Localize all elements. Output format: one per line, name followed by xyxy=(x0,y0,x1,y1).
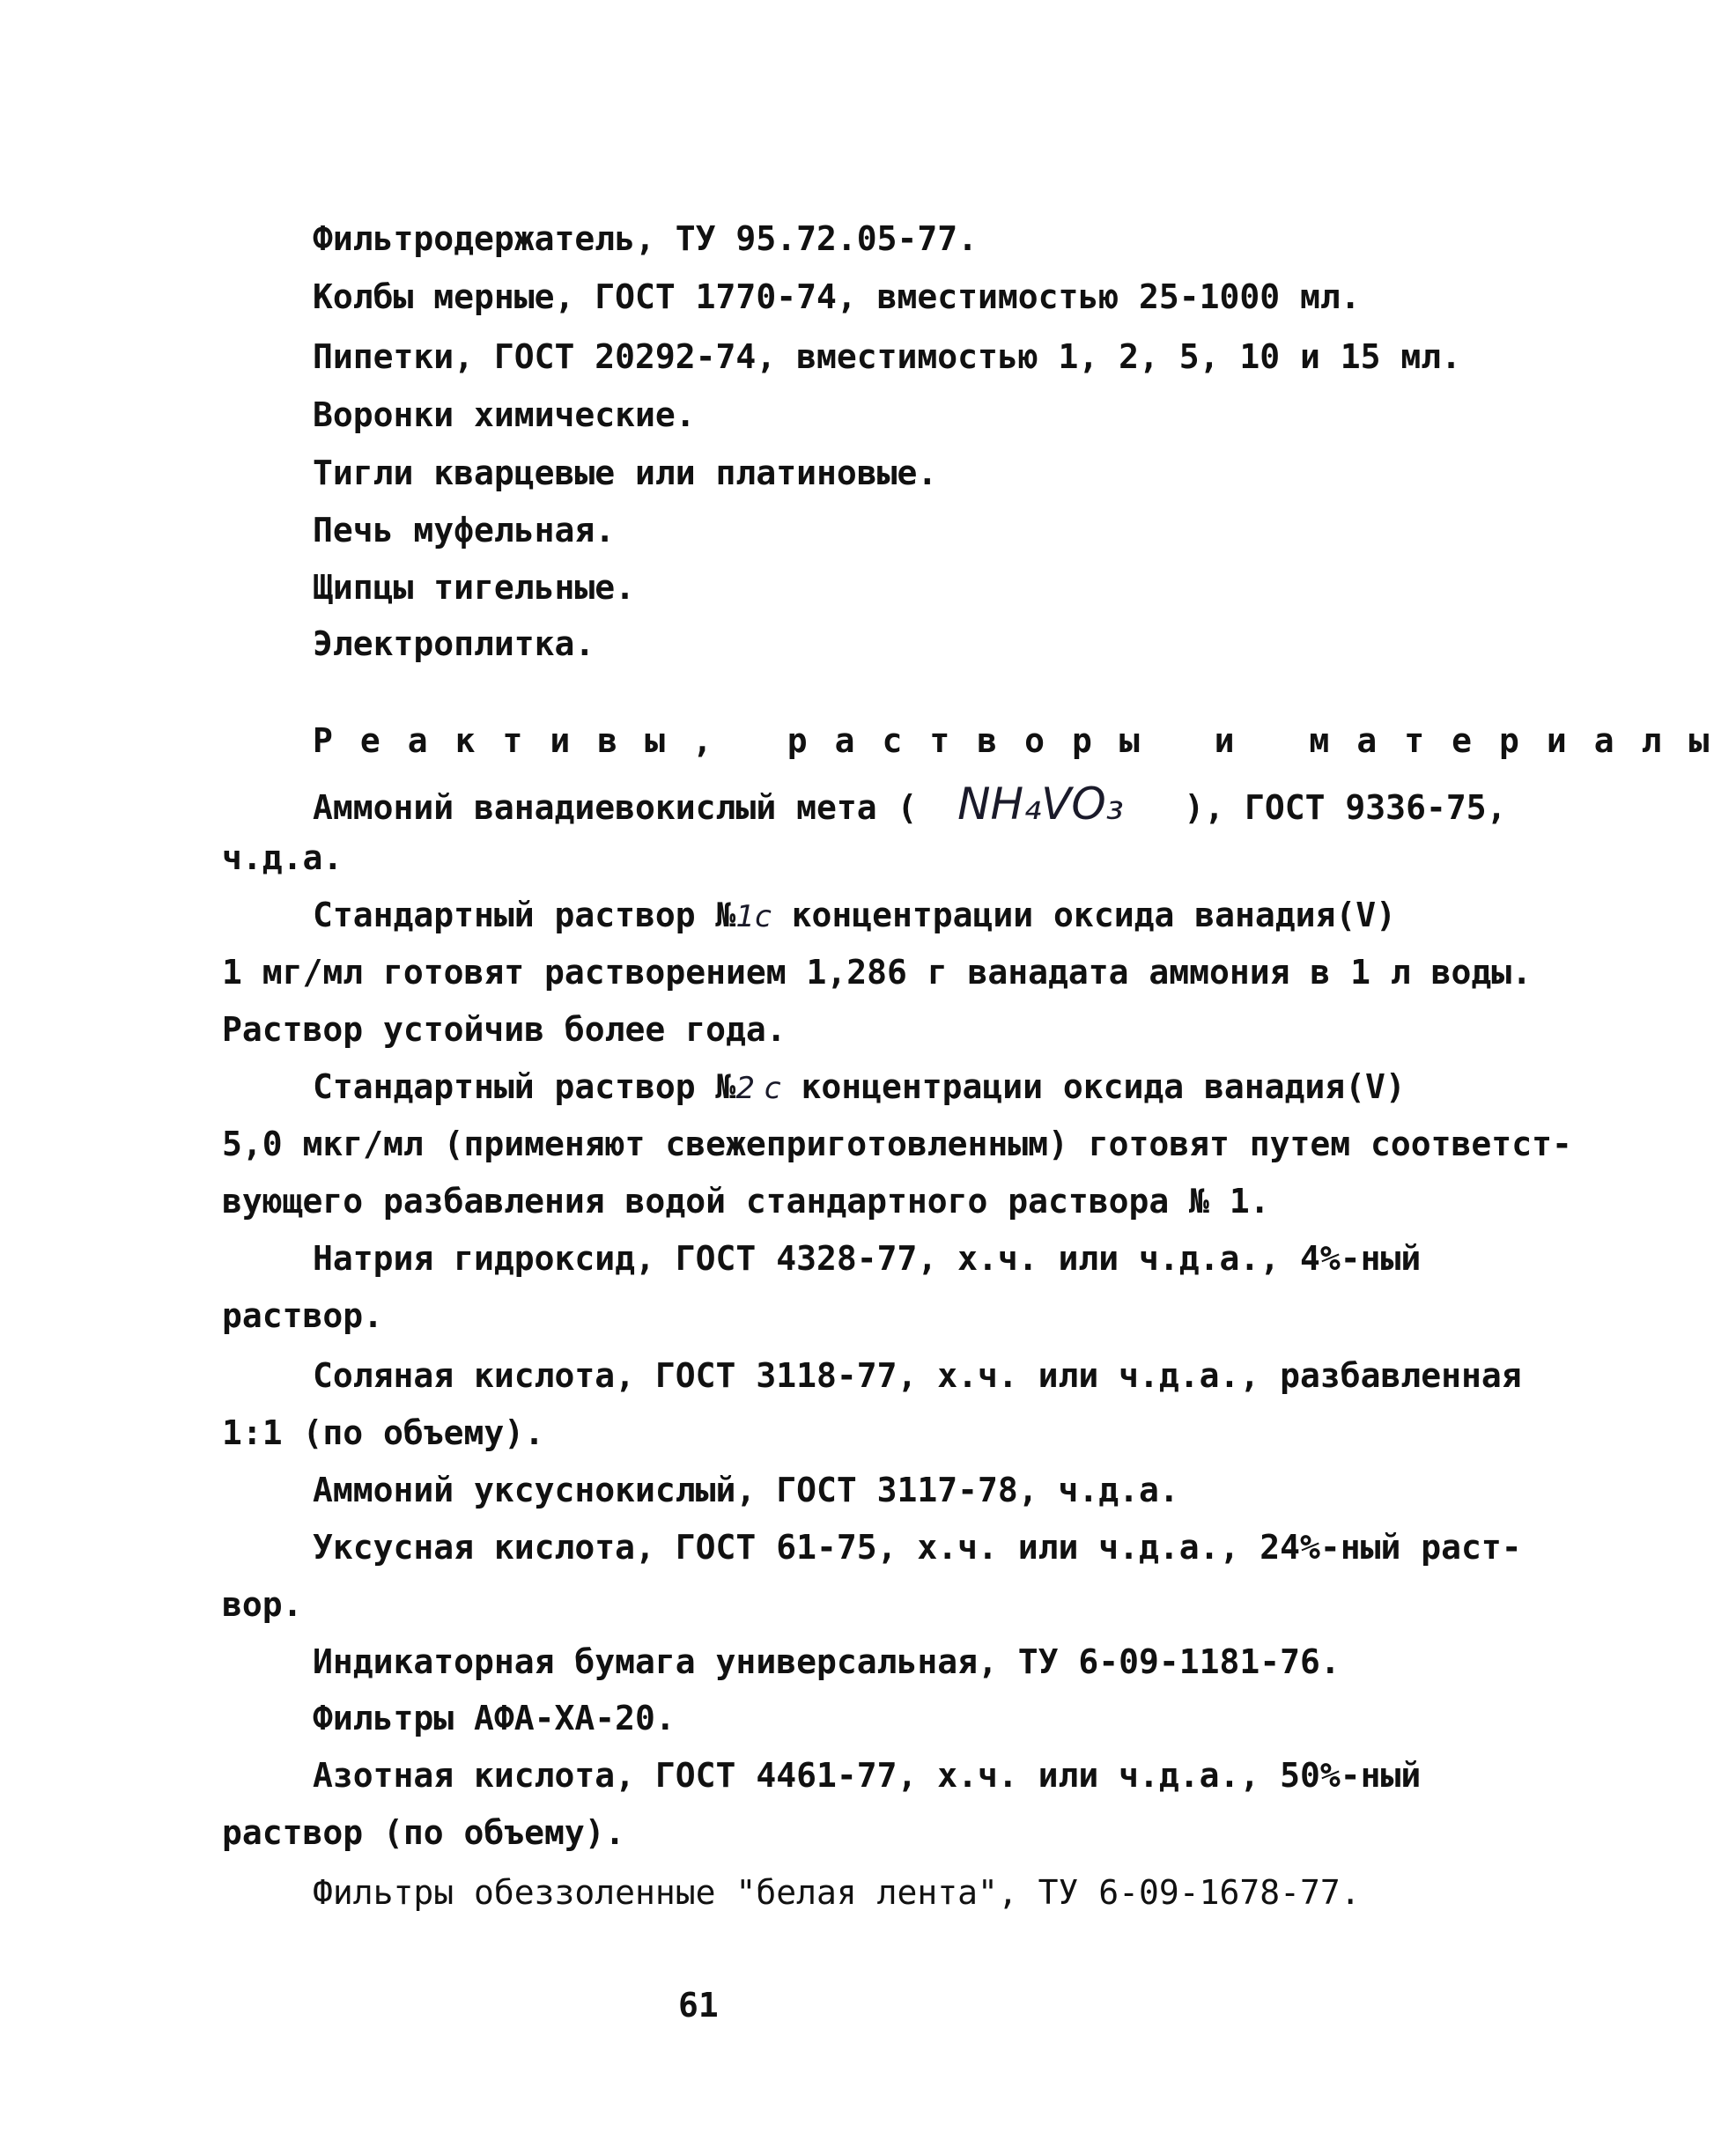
reagent-naoh-cont: раствор. xyxy=(222,1296,384,1335)
reagent-hcl-cont: 1:1 (по объему). xyxy=(222,1413,545,1452)
handwritten-mark: 1с xyxy=(735,899,772,934)
reagent-acetate: Аммоний уксуснокислый, ГОСТ 3117-78, ч.д.а. xyxy=(313,1471,1179,1509)
reagent-acetic-cont: вор. xyxy=(222,1585,303,1624)
reagent-hcl: Соляная кислота, ГОСТ 3118-77, х.ч. или ч.д.а., разбавленная xyxy=(313,1356,1522,1395)
equipment-item: Фильтродержатель, ТУ 95.72.05-77. xyxy=(313,219,978,258)
equipment-item: Электроплитка. xyxy=(313,624,595,663)
reagent-text: ), ГОСТ 9336-75, xyxy=(1184,788,1507,827)
reagent-text: Стандартный раствор № xyxy=(313,1067,736,1106)
std-solution-2-line3: вующего разбавления водой стандартного раствора № 1. xyxy=(222,1182,1270,1221)
reagent-text: концентрации оксида ванадия(V) xyxy=(771,896,1396,934)
std-solution-2-line2: 5,0 мкг/мл (применяют свежеприготовленным) готовят путем соответст- xyxy=(222,1125,1572,1163)
equipment-item: Щипцы тигельные. xyxy=(313,568,636,607)
equipment-item: Воронки химические. xyxy=(313,395,696,434)
reagent-filters-ash: Фильтры обеззоленные "белая лента", ТУ 6-09-1678-77. xyxy=(313,1873,1361,1912)
reagent-text: Аммоний ванадиевокислый мета ( xyxy=(313,788,918,827)
handwritten-formula: NH₄VO₃ xyxy=(957,778,1124,830)
reagent-ammonium-cont: ч.д.а. xyxy=(222,838,344,877)
reagent-nitric: Азотная кислота, ГОСТ 4461-77, х.ч. или ч.д.а., 50%-ный xyxy=(313,1756,1422,1795)
equipment-item: Тигли кварцевые или платиновые. xyxy=(313,454,938,492)
reagent-indicator: Индикаторная бумага универсальная, ТУ 6-09-1181-76. xyxy=(313,1642,1341,1681)
std-solution-1-line3: Раствор устойчив более года. xyxy=(222,1010,787,1049)
equipment-item: Пипетки, ГОСТ 20292-74, вместимостью 1, 2, 5, 10 и 15 мл. xyxy=(313,337,1462,376)
handwritten-mark: 2 с xyxy=(735,1071,781,1106)
page-number: 61 xyxy=(678,1986,719,2025)
reagent-text: Стандартный раствор № xyxy=(313,896,736,934)
reagent-naoh: Натрия гидроксид, ГОСТ 4328-77, х.ч. или ч.д.а., 4%-ный xyxy=(313,1239,1422,1278)
equipment-item: Колбы мерные, ГОСТ 1770-74, вместимостью 25-1000 мл. xyxy=(313,277,1361,316)
std-solution-1-line2: 1 мг/мл готовят растворением 1,286 г ванадата аммония в 1 л воды. xyxy=(222,953,1533,992)
equipment-item: Печь муфельная. xyxy=(313,511,616,550)
std-solution-1-line xyxy=(313,898,1396,932)
reagent-filters-afa: Фильтры АФА-ХА-20. xyxy=(313,1699,676,1737)
section-heading: Реактивы, растворы и материалы xyxy=(313,721,1736,760)
reagent-acetic: Уксусная кислота, ГОСТ 61-75, х.ч. или ч.д.а., 24%-ный раст- xyxy=(313,1528,1522,1567)
reagent-ammonium-line xyxy=(313,778,1507,830)
reagent-nitric-cont: раствор (по объему). xyxy=(222,1813,625,1852)
reagent-text: концентрации оксида ванадия(V) xyxy=(780,1067,1406,1106)
std-solution-2-line xyxy=(313,1067,1406,1106)
